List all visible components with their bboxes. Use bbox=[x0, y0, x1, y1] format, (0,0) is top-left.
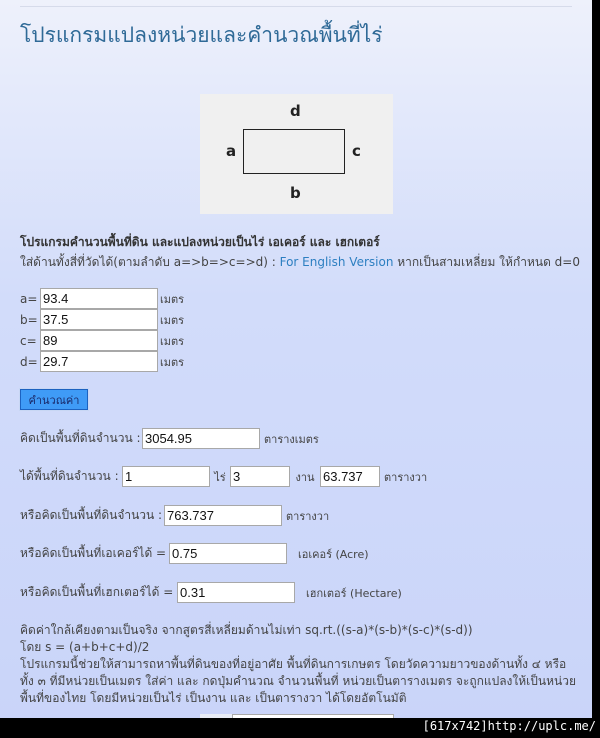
side-b-label: b= bbox=[20, 312, 38, 327]
side-d-unit: เมตร bbox=[160, 355, 185, 369]
diagram-label-b: b bbox=[290, 184, 301, 202]
description-line-5: พื้นที่ของไทย โดยมีหน่วยเป็นไร่ เป็นงาน และ เป็นตารางวา ได้โดยอัตโนมัติ bbox=[20, 691, 407, 705]
result-ngan-field[interactable] bbox=[230, 466, 290, 487]
side-c-label: c= bbox=[20, 333, 37, 348]
diagram-label-a: a bbox=[226, 142, 237, 160]
instruction-text: ใส่ด้านทั้งสี่ที่วัดได้(ตามลำดับ a=>b=>c=>d) : bbox=[20, 255, 280, 269]
diagram-rectangle bbox=[243, 129, 345, 174]
result-sqwa-label: หรือคิดเป็นพื้นที่ดินจำนวน : bbox=[20, 508, 163, 522]
result-sqm-unit: ตารางเมตร bbox=[264, 432, 319, 446]
side-a-unit: เมตร bbox=[160, 292, 185, 306]
page-title: โปรแกรมแปลงหน่วยและคำนวณพื้นที่ไร่ bbox=[20, 23, 383, 47]
image-watermark: [617x742]http://uplc.me/ bbox=[422, 719, 596, 733]
result-ngan-unit: งาน bbox=[295, 470, 315, 484]
result-sqwa-field[interactable] bbox=[164, 505, 282, 526]
form-heading: โปรแกรมคำนวนพื้นที่ดิน และแปลงหน่วยเป็นไร่ เอเคอร์ และ เฮกเตอร์ bbox=[20, 235, 380, 249]
description bbox=[20, 622, 580, 707]
cut-off-input bbox=[232, 714, 394, 718]
side-d-input[interactable] bbox=[40, 351, 158, 372]
result-acre-row bbox=[20, 543, 369, 564]
side-d-row bbox=[20, 351, 184, 372]
side-b-input[interactable] bbox=[40, 309, 158, 330]
result-acre-label: หรือคิดเป็นพื้นที่เอเคอร์ได้ = bbox=[20, 546, 167, 560]
form-instruction bbox=[20, 253, 580, 272]
result-sqwa-unit: ตารางวา bbox=[286, 509, 330, 523]
diagram-label-c: c bbox=[352, 142, 361, 160]
description-line-3: โปรแกรมนี้ช่วยให้สามารถหาพื้นที่ดินของที่อยู่อาศัย พื้นที่ดินการเกษตร โดยวัดความยาวของด้านทั้ง ๔ หรือ bbox=[20, 657, 567, 671]
result-sqwa-row bbox=[20, 505, 329, 526]
side-a-input[interactable] bbox=[40, 288, 158, 309]
result-thai-label: ได้พื้นที่ดินจำนวน : bbox=[20, 469, 119, 483]
english-version-link[interactable]: For English Version bbox=[279, 255, 394, 269]
side-c-input[interactable] bbox=[40, 330, 158, 351]
result-hectare-label: หรือคิดเป็นพื้นที่เฮกเตอร์ได้ = bbox=[20, 585, 174, 599]
result-rai-field[interactable] bbox=[122, 466, 210, 487]
result-sqm-field[interactable] bbox=[142, 428, 260, 449]
quadrilateral-diagram bbox=[200, 94, 393, 214]
description-formula: คิดค่าใกล้เคียงตามเป็นจริง จากสูตรสี่เหลี่ยมด้านไม่เท่า sq.rt.((s-a)*(s-b)*(s-c)*(s-d)) bbox=[20, 623, 473, 637]
calculate-button[interactable]: คำนวณค่า bbox=[20, 389, 88, 410]
result-hectare-field[interactable] bbox=[177, 582, 295, 603]
side-a-label: a= bbox=[20, 291, 38, 306]
diagram-label-d: d bbox=[290, 102, 301, 120]
side-d-label: d= bbox=[20, 354, 38, 369]
side-a-row bbox=[20, 288, 184, 309]
result-sqm-row bbox=[20, 428, 319, 449]
result-sqm-label: คิดเป็นพื้นที่ดินจำนวน : bbox=[20, 431, 141, 445]
top-divider bbox=[20, 6, 572, 7]
result-thai-row bbox=[20, 466, 427, 487]
description-line-4: ทั้ง ๓ ที่มีหน่วยเป็นเมตร ใส่ค่า และ กดปุ่มคำนวณ จำนวนพื้นที่ หน่วยเป็นตารางเมตร จะถูกแปลงให้เป็นหน่วย bbox=[20, 674, 576, 688]
side-b-unit: เมตร bbox=[160, 313, 185, 327]
cut-off-element bbox=[200, 714, 232, 718]
result-hectare-unit: เฮกเตอร์ (Hectare) bbox=[306, 586, 402, 600]
result-acre-field[interactable] bbox=[169, 543, 287, 564]
result-wa-field[interactable] bbox=[320, 466, 380, 487]
side-c-unit: เมตร bbox=[160, 334, 185, 348]
result-acre-unit: เอเคอร์ (Acre) bbox=[298, 547, 369, 561]
side-c-row bbox=[20, 330, 184, 351]
result-hectare-row bbox=[20, 582, 402, 603]
result-wa-unit: ตารางวา bbox=[384, 470, 428, 484]
side-b-row bbox=[20, 309, 184, 330]
result-rai-unit: ไร่ bbox=[214, 470, 226, 484]
instruction-triangle-note: หากเป็นสามเหลี่ยม ให้กำหนด d=0 bbox=[393, 255, 580, 269]
description-s-definition: โดย s = (a+b+c+d)/2 bbox=[20, 640, 150, 654]
